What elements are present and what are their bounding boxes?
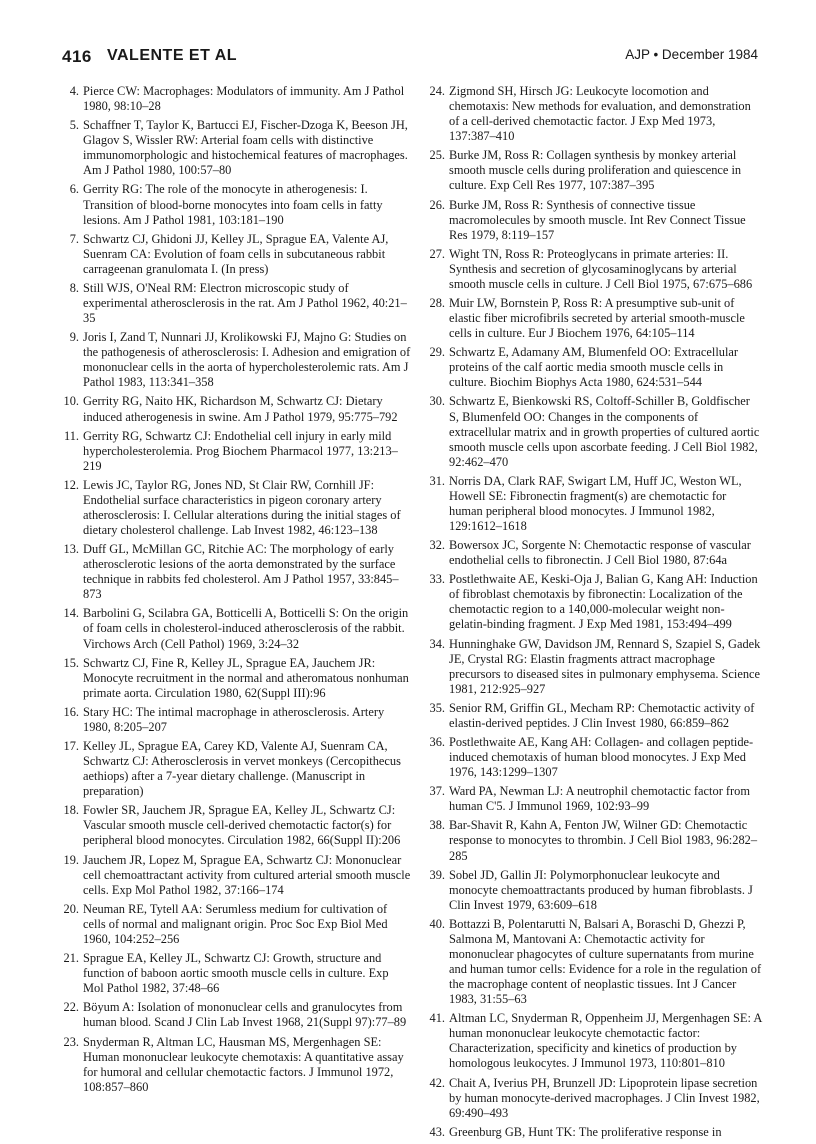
reference-text: Schwartz E, Bienkowski RS, Coltoff-Schiller B, Goldfischer S, Blumenfeld OO: Changes in the components of extracellular matrix and in growth properties of cultured aortic smooth muscle cells upon ascorbate feeding. J Cell Biol 1982, 92:462–470 xyxy=(449,394,760,469)
reference-number: 5. xyxy=(69,118,79,133)
reference-number: 28. xyxy=(429,295,445,310)
reference-number: 24. xyxy=(429,84,445,98)
reference-text: Wight TN, Ross R: Proteoglycans in primate arteries: II. Synthesis and secretion of glycosaminoglycans by arterial smooth muscle cells in culture. J Cell Biol 1975, 67:675–686 xyxy=(449,246,753,291)
reference-number: 37. xyxy=(429,784,445,799)
reference-text: Böyum A: Isolation of mononuclear cells and granulocytes from human blood. Scand J Clin Lab Invest 1968, 21(Suppl 97):77–89 xyxy=(83,1000,407,1030)
reference-text: Bottazzi B, Polentarutti N, Balsari A, Boraschi D, Ghezzi P, Salmona M, Mantovani A: Chemotactic activity for mononuclear phagocytes of culture supernatants from murine and human tumor cells: Evidence for a role in the regulation of the macrophage content of neoplastic tissues. Int J Cancer 1983, 31:55–63 xyxy=(449,916,762,1007)
reference-number: 16. xyxy=(63,704,79,719)
reference-item xyxy=(428,637,762,697)
reference-item xyxy=(428,84,762,144)
reference-column-left xyxy=(62,84,412,1099)
reference-item xyxy=(428,1076,762,1121)
reference-item xyxy=(428,1011,762,1071)
reference-item xyxy=(62,739,412,799)
reference-number: 41. xyxy=(429,1011,445,1026)
reference-number: 34. xyxy=(429,636,445,651)
running-authors: VALENTE ET AL xyxy=(107,47,238,64)
reference-item xyxy=(62,803,412,848)
reference-number: 42. xyxy=(429,1075,445,1090)
reference-number: 19. xyxy=(63,852,79,867)
reference-number: 25. xyxy=(429,148,445,163)
reference-text: Postlethwaite AE, Kang AH: Collagen- and collagen peptide-induced chemotaxis of human blood monocytes. J Exp Med 1976, 143:1299–1307 xyxy=(449,735,754,780)
reference-item xyxy=(428,198,762,243)
reference-text: Senior RM, Griffin GL, Mecham RP: Chemotactic activity of elastin-derived peptides. J Clin Invest 1980, 66:859–862 xyxy=(449,700,755,730)
reference-number: 21. xyxy=(63,951,79,966)
reference-item xyxy=(62,429,412,474)
reference-text: Pierce CW: Macrophages: Modulators of immunity. Am J Pathol 1980, 98:10–28 xyxy=(83,84,405,114)
reference-item xyxy=(62,84,412,114)
reference-text: Norris DA, Clark RAF, Swigart LM, Huff JC, Weston WL, Howell SE: Fibronectin fragment(s) are chemotactic for human peripheral blood monocytes. J Immunol 1982, 129:1612–1618 xyxy=(449,473,742,533)
reference-item xyxy=(62,478,412,538)
reference-item xyxy=(428,474,762,534)
reference-text: Postlethwaite AE, Keski-Oja J, Balian G, Kang AH: Induction of fibroblast chemotaxis by fibronectin: Localization of the chemotactic region to a 140,000-molecular weight non-gelatin-binding fragment. J Exp Med 1981, 153:494–499 xyxy=(449,572,758,632)
reference-number: 12. xyxy=(63,477,79,492)
reference-number: 36. xyxy=(429,735,445,749)
reference-number: 10. xyxy=(63,394,79,409)
reference-item xyxy=(62,951,412,996)
reference-number: 23. xyxy=(63,1034,79,1049)
reference-item xyxy=(62,394,412,424)
reference-item xyxy=(62,606,412,651)
reference-number: 13. xyxy=(63,542,79,557)
reference-number: 33. xyxy=(429,572,445,587)
reference-text: Lewis JC, Taylor RG, Jones ND, St Clair RW, Cornhill JF: Endothelial surface characteristics in pigeon coronary artery atherosclerosis: I. Cellular alterations during the initial stages of dietary cholesterol challenge. Lab Invest 1982, 46:123–138 xyxy=(83,477,401,538)
reference-text: Schwartz CJ, Ghidoni JJ, Kelley JL, Sprague EA, Valente AJ, Suenram CA: Evolution of foam cells in subcutaneous rabbit carrageenan granulomata I. (In press) xyxy=(83,231,389,276)
reference-number: 18. xyxy=(63,803,79,818)
reference-number: 15. xyxy=(63,655,79,670)
reference-number: 20. xyxy=(63,901,79,916)
reference-item xyxy=(62,853,412,898)
reference-text: Altman LC, Snyderman R, Oppenheim JJ, Mergenhagen SE: A human mononuclear leukocyte chemotactic factor: Characterization, specificity and kinetics of production by homologous leukocytes. J Immunol 1973, 110:801–810 xyxy=(449,1011,762,1071)
reference-item xyxy=(428,1125,762,1140)
reference-number: 11. xyxy=(63,428,79,443)
reference-item xyxy=(62,705,412,735)
reference-text: Joris I, Zand T, Nunnari JJ, Krolikowski FJ, Majno G: Studies on the pathogenesis of atherosclerosis: I. Adhesion and emigration of mononuclear cells in the aorta of hypercholesterolemic rats. Am J Pathol 1983, 113:341–358 xyxy=(83,330,411,390)
reference-item xyxy=(62,330,412,390)
page-number: 416 xyxy=(62,47,92,66)
reference-text: Burke JM, Ross R: Collagen synthesis by monkey arterial smooth muscle cells during proliferation and quiescence in culture. Exp Cell Res 1977, 107:387–395 xyxy=(449,148,742,193)
reference-item xyxy=(62,656,412,701)
reference-text: Stary HC: The intimal macrophage in atherosclerosis. Artery 1980, 8:205–207 xyxy=(83,704,385,734)
reference-number: 39. xyxy=(429,867,445,882)
reference-item xyxy=(62,232,412,277)
reference-column-right xyxy=(428,84,762,1144)
reference-text: Schaffner T, Taylor K, Bartucci EJ, Fischer-Dzoga K, Beeson JH, Glagov S, Wissler RW: Arterial foam cells with distinctive immunomorphologic and histochemical features of macrophages. Am J Pathol 1980, 100:57–80 xyxy=(83,118,408,178)
journal-issue: AJP • December 1984 xyxy=(625,47,758,62)
reference-item xyxy=(428,345,762,390)
reference-text: Barbolini G, Scilabra GA, Botticelli A, Botticelli S: On the origin of foam cells in cholesterol-induced atherosclerosis of the rabbit. Virchows Arch (Cell Pathol) 1969, 3:24–32 xyxy=(83,606,409,651)
reference-number: 32. xyxy=(429,538,445,553)
reference-number: 27. xyxy=(429,246,445,261)
reference-item xyxy=(428,784,762,814)
reference-item xyxy=(62,281,412,326)
reference-item xyxy=(428,394,762,469)
reference-item xyxy=(62,1000,412,1030)
reference-item xyxy=(428,148,762,193)
reference-number: 7. xyxy=(69,231,79,246)
reference-number: 43. xyxy=(429,1124,445,1139)
reference-number: 4. xyxy=(69,84,79,98)
reference-text: Ward PA, Newman LJ: A neutrophil chemotactic factor from human C'5. J Immunol 1969, 102:93–99 xyxy=(449,784,751,814)
reference-text: Gerrity RG, Schwartz CJ: Endothelial cell injury in early mild hypercholesterolemia. Prog Biochem Pharmacol 1977, 13:213–219 xyxy=(83,428,398,473)
reference-number: 40. xyxy=(429,916,445,931)
reference-item xyxy=(428,572,762,632)
reference-item xyxy=(62,182,412,227)
reference-item xyxy=(62,1035,412,1095)
reference-text: Neuman RE, Tytell AA: Serumless medium for cultivation of cells of normal and malignant origin. Proc Soc Exp Biol Med 1960, 104:252–256 xyxy=(83,901,388,946)
reference-number: 22. xyxy=(63,1000,79,1015)
reference-item xyxy=(428,735,762,780)
reference-text: Greenburg GB, Hunt TK: The proliferative response in xyxy=(449,1124,722,1139)
reference-number: 9. xyxy=(69,330,79,345)
reference-number: 35. xyxy=(429,700,445,715)
reference-text: Zigmond SH, Hirsch JG: Leukocyte locomotion and chemotaxis: New methods for evaluation, and demonstration of a cell-derived chemotactic factor. J Exp Med 1973, 137:387–410 xyxy=(449,84,751,144)
reference-item xyxy=(428,701,762,731)
reference-number: 14. xyxy=(63,606,79,621)
reference-number: 8. xyxy=(69,280,79,295)
reference-text: Gerrity RG, Naito HK, Richardson M, Schwartz CJ: Dietary induced atherogenesis in swine. Am J Pathol 1979, 95:775–792 xyxy=(83,394,398,424)
reference-number: 17. xyxy=(63,739,79,754)
reference-text: Fowler SR, Jauchem JR, Sprague EA, Kelley JL, Schwartz CJ: Vascular smooth muscle cell-derived chemotactic factor(s) for peripheral blood monocytes. Circulation 1982, 66(Suppl II):206 xyxy=(83,803,401,848)
reference-text: Jauchem JR, Lopez M, Sprague EA, Schwartz CJ: Mononuclear cell chemoattractant activity from cultured arterial smooth muscle cells. Exp Mol Pathol 1982, 37:166–174 xyxy=(83,852,411,897)
reference-text: Hunninghake GW, Davidson JM, Rennard S, Szapiel S, Gadek JE, Crystal RG: Elastin fragments attract macrophage precursors to diseased sites in pulmonary emphysema. Science 1981, 212:925–927 xyxy=(449,636,761,696)
reference-text: Kelley JL, Sprague EA, Carey KD, Valente AJ, Suenram CA, Schwartz CJ: Atherosclerosis in vervet monkeys (Cercopithecus aethiops) after a 7-year dietary challenge. (Manuscript in preparation) xyxy=(83,739,401,799)
reference-number: 30. xyxy=(429,394,445,409)
reference-item xyxy=(428,818,762,863)
reference-number: 26. xyxy=(429,197,445,212)
running-header xyxy=(62,47,758,69)
reference-text: Sobel JD, Gallin JI: Polymorphonuclear leukocyte and monocyte chemoattractants produced by human fibroblasts. J Clin Invest 1979, 63:609–618 xyxy=(449,867,753,912)
reference-item xyxy=(428,538,762,568)
reference-item xyxy=(428,868,762,913)
reference-item xyxy=(428,296,762,341)
reference-text: Chait A, Iverius PH, Brunzell JD: Lipoprotein lipase secretion by human monocyte-derived macrophages. J Clin Invest 1982, 69:490–493 xyxy=(449,1075,760,1120)
reference-number: 38. xyxy=(429,818,445,833)
reference-text: Schwartz E, Adamany AM, Blumenfeld OO: Extracellular proteins of the calf aortic media smooth muscle cells in culture. Biochim Biophys Acta 1980, 624:531–544 xyxy=(449,345,739,390)
reference-number: 29. xyxy=(429,345,445,360)
reference-item xyxy=(62,542,412,602)
reference-text: Duff GL, McMillan GC, Ritchie AC: The morphology of early atherosclerotic lesions of the aorta demonstrated by the surface technique in rabbits fed cholesterol. Am J Pathol 1957, 33:845–873 xyxy=(83,542,399,602)
reference-item xyxy=(62,902,412,947)
reference-text: Schwartz CJ, Fine R, Kelley JL, Sprague EA, Jauchem JR: Monocyte recruitment in the normal and atheromatous nonhuman primate aorta. Circulation 1980, 62(Suppl III):96 xyxy=(83,655,409,700)
reference-text: Bowersox JC, Sorgente N: Chemotactic response of vascular endothelial cells to fibronectin. J Cell Biol 1980, 87:64a xyxy=(449,538,751,568)
reference-text: Gerrity RG: The role of the monocyte in atherogenesis: I. Transition of blood-borne monocytes into foam cells in fatty lesions. Am J Pathol 1981, 103:181–190 xyxy=(83,182,383,227)
reference-number: 31. xyxy=(429,473,445,488)
reference-text: Muir LW, Bornstein P, Ross R: A presumptive sub-unit of elastic fiber microfibrils secreted by arterial smooth-muscle cells in culture. Eur J Biochem 1976, 64:105–114 xyxy=(449,295,745,341)
reference-item xyxy=(62,118,412,178)
reference-text: Still WJS, O'Neal RM: Electron microscopic study of experimental atherosclerosis in the rat. Am J Pathol 1962, 40:21–35 xyxy=(83,280,407,326)
reference-text: Burke JM, Ross R: Synthesis of connective tissue macromolecules by smooth muscle. Int Rev Connect Tissue Res 1979, 8:119–157 xyxy=(449,197,746,242)
reference-item xyxy=(428,247,762,292)
reference-text: Snyderman R, Altman LC, Hausman MS, Mergenhagen SE: Human mononuclear leukocyte chemotaxis: A quantitative assay for humoral and cellular chemotactic factors. J Immunol 1972, 108:857–860 xyxy=(83,1034,404,1094)
reference-number: 6. xyxy=(69,182,79,197)
reference-text: Sprague EA, Kelley JL, Schwartz CJ: Growth, structure and function of baboon aortic smooth muscle cells in culture. Exp Mol Pathol 1982, 37:48–66 xyxy=(83,951,389,996)
reference-item xyxy=(428,917,762,1007)
reference-text: Bar-Shavit R, Kahn A, Fenton JW, Wilner GD: Chemotactic response to monocytes to thrombin. J Cell Biol 1983, 96:282–285 xyxy=(449,818,758,863)
